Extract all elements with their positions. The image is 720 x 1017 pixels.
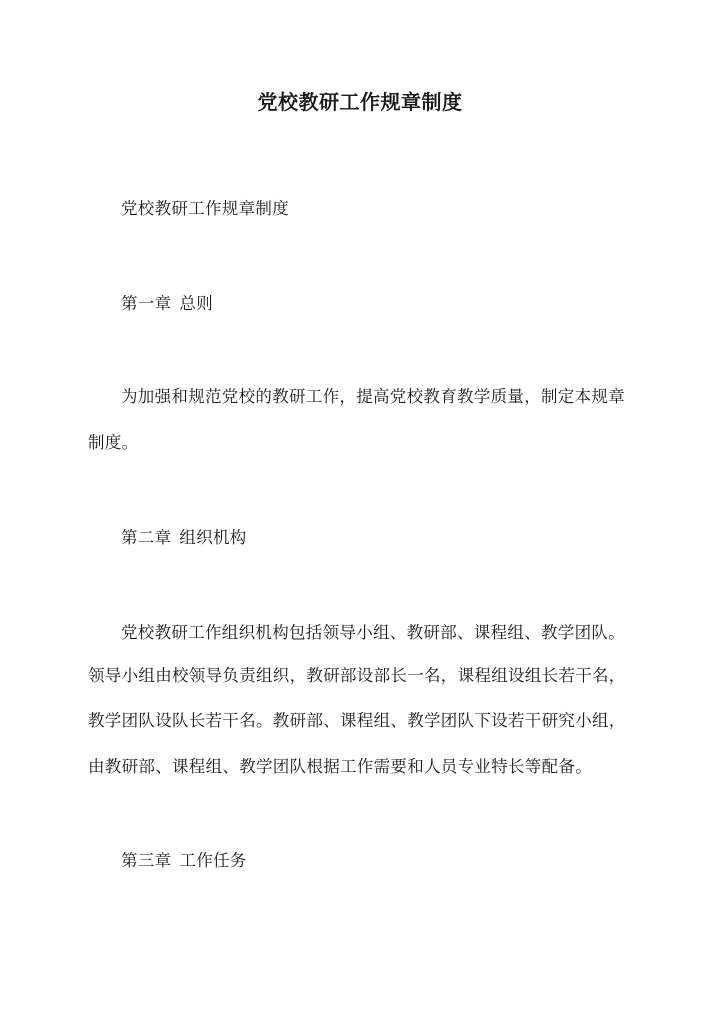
chapter-1-name: 总则 (179, 294, 214, 313)
paragraph-1-line-2: 制度。 (88, 433, 139, 452)
paragraph-2-line-3: 教学团队设队长若干名。教研部、课程组、教学团队下设若干研究小组， (88, 711, 626, 730)
chapter-2-heading (121, 526, 247, 550)
chapter-1-number: 第一章 (121, 294, 172, 313)
chapter-2-name: 组织机构 (179, 528, 247, 547)
paragraph-2-line-4: 由教研部、课程组、教学团队根据工作需要和人员专业特长等配备。 (88, 757, 592, 776)
paragraph-2-line-1: 党校教研工作组织机构包括领导小组、教研部、课程组、教学团队。 (121, 623, 625, 642)
chapter-1-heading (121, 292, 213, 316)
chapter-3-heading (121, 849, 247, 873)
paragraph-1-line-1: 为加强和规范党校的教研工作，提高党校教育教学质量，制定本规章 (121, 387, 625, 406)
document-subtitle: 党校教研工作规章制度 (121, 199, 289, 218)
chapter-3-name: 工作任务 (179, 851, 247, 870)
chapter-3-number: 第三章 (121, 851, 172, 870)
chapter-2-number: 第二章 (121, 528, 172, 547)
paragraph-2-line-2: 领导小组由校领导负责组织，教研部设部长一名，课程组设组长若干名， (88, 666, 626, 685)
document-title: 党校教研工作规章制度 (257, 90, 463, 114)
